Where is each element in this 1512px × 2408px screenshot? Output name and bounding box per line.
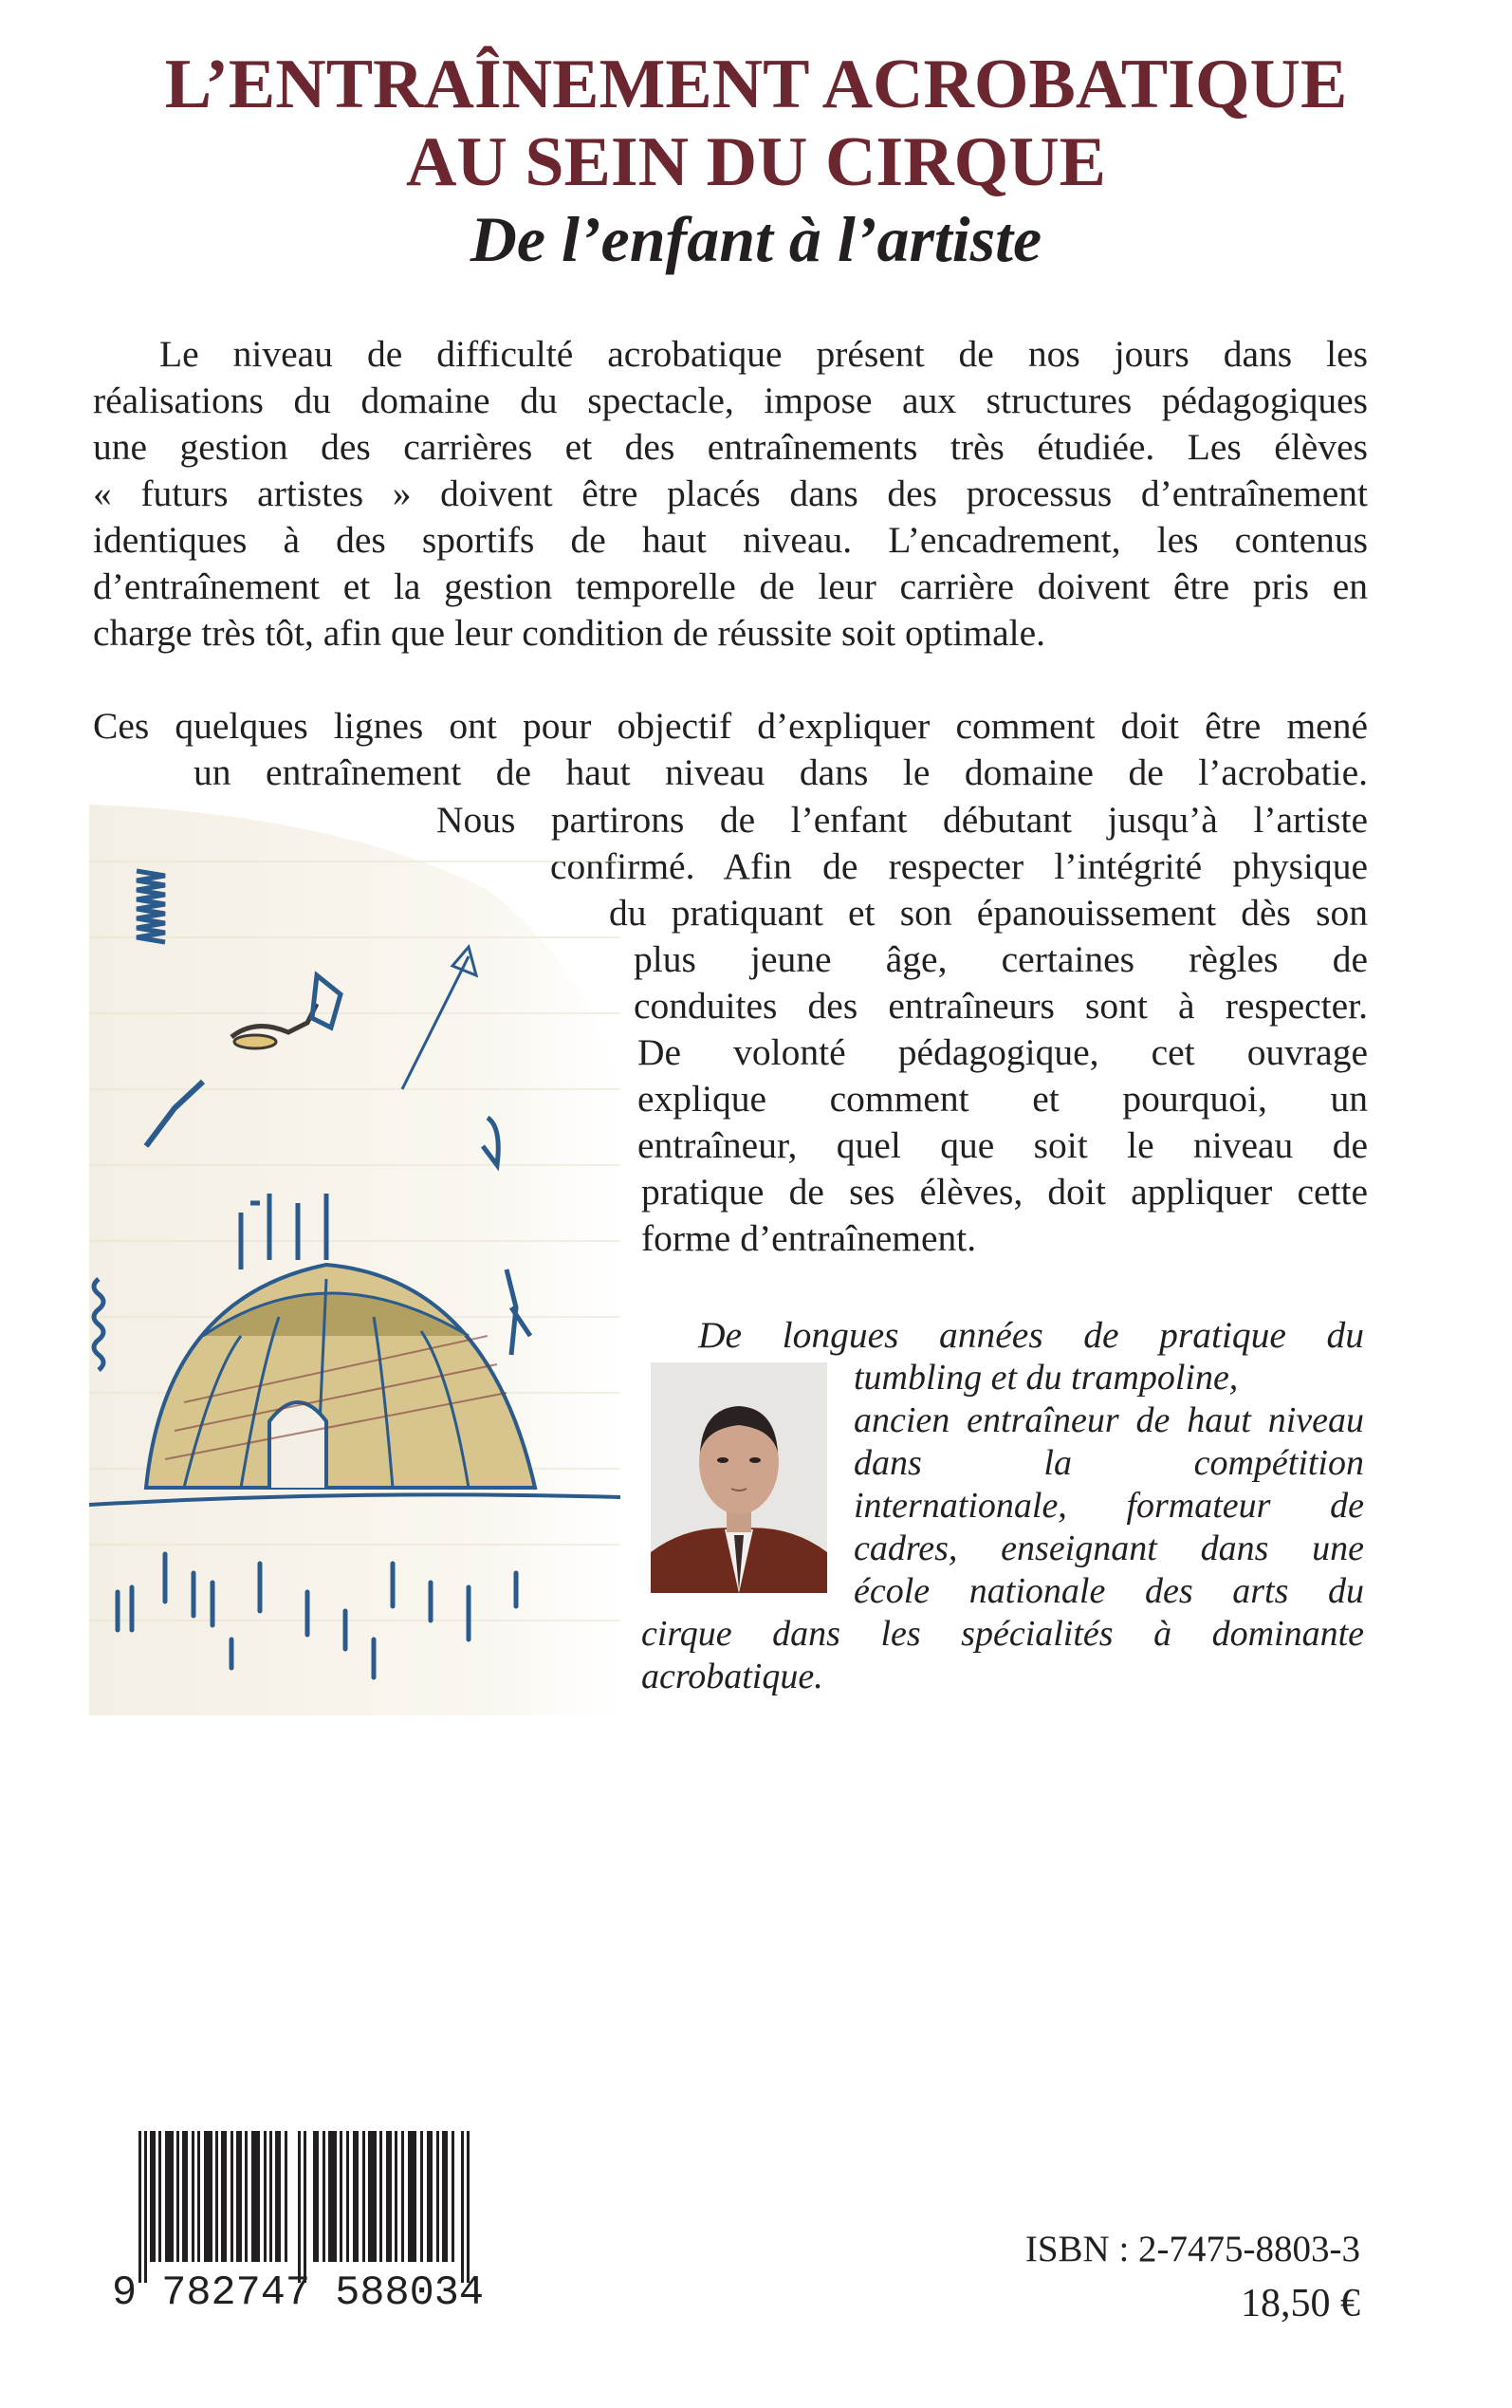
para1-line: « futurs artistes » doivent être placés dans des processus d’entraînement (93, 472, 1368, 514)
author-bio-line: acrobatique. (641, 1657, 823, 1696)
isbn-number: ISBN : 2-7475-8803-3 (1024, 2229, 1360, 2269)
para2-line: conduites des entraîneurs sont à respecter. (634, 985, 1368, 1027)
price: 18,50 € (1241, 2282, 1360, 2325)
para2-line: forme d’entraînement. (641, 1217, 977, 1259)
author-portrait (651, 1362, 827, 1593)
author-bio-line: école nationale des arts du (854, 1571, 1364, 1611)
book-title-line-1: L’ENTRAÎNEMENT ACROBATIQUE (164, 46, 1348, 123)
para1-line: réalisations du domaine du spectacle, impose aux structures pédagogiques (93, 380, 1368, 421)
author-bio-line: internationale, formateur de (854, 1486, 1364, 1526)
circus-tent-drawing (89, 805, 620, 1715)
para2-line: un entraînement de haut niveau dans le domaine de l’acrobatie. (194, 751, 1368, 793)
para2-line: entraîneur, quel que soit le niveau de (637, 1124, 1368, 1166)
para1-line: une gestion des carrières et des entraînements très étudiée. Les élèves (93, 426, 1368, 468)
para2-line: du pratiquant et son épanouissement dès son (609, 892, 1368, 934)
para1-line: Le niveau de difficulté acrobatique présent de nos jours dans les (159, 333, 1368, 375)
para2-line: Nous partirons de l’enfant débutant jusqu’à l’artiste (436, 799, 1368, 841)
para1-line: identiques à des sportifs de haut niveau. L’encadrement, les contenus (93, 519, 1368, 561)
para2-line: De volonté pédagogique, cet ouvrage (637, 1031, 1368, 1073)
author-bio-line: cirque dans les spécialités à dominante (641, 1614, 1364, 1654)
book-title-line-2: AU SEIN DU CIRQUE (405, 123, 1107, 201)
para1-line: charge très tôt, afin que leur condition de réussite soit optimale. (93, 612, 1046, 654)
para2-line: plus jeune âge, certaines règles de (634, 938, 1368, 980)
isbn-barcode (112, 2131, 512, 2307)
para1-line: d’entraînement et la gestion temporelle de leur carrière doivent être pris en (93, 565, 1368, 607)
author-bio-line: De longues années de pratique du (698, 1314, 1364, 1356)
author-bio-line: ancien entraîneur de haut niveau (854, 1400, 1364, 1440)
barcode-digits: 9 782747 588034 (112, 2269, 484, 2307)
author-bio-line: dans la compétition (854, 1443, 1364, 1483)
book-subtitle: De l’enfant à l’artiste (470, 203, 1042, 275)
para2-line: pratique de ses élèves, doit appliquer cette (641, 1171, 1368, 1213)
para2-line: explique comment et pourquoi, un (637, 1078, 1368, 1120)
author-bio-line: tumbling et du trampoline, (854, 1358, 1239, 1398)
author-bio-line: cadres, enseignant dans une (854, 1528, 1364, 1568)
para2-line: confirmé. Afin de respecter l’intégrité physique (550, 845, 1368, 887)
para2-line: Ces quelques lignes ont pour objectif d’expliquer comment doit être mené (93, 705, 1368, 747)
